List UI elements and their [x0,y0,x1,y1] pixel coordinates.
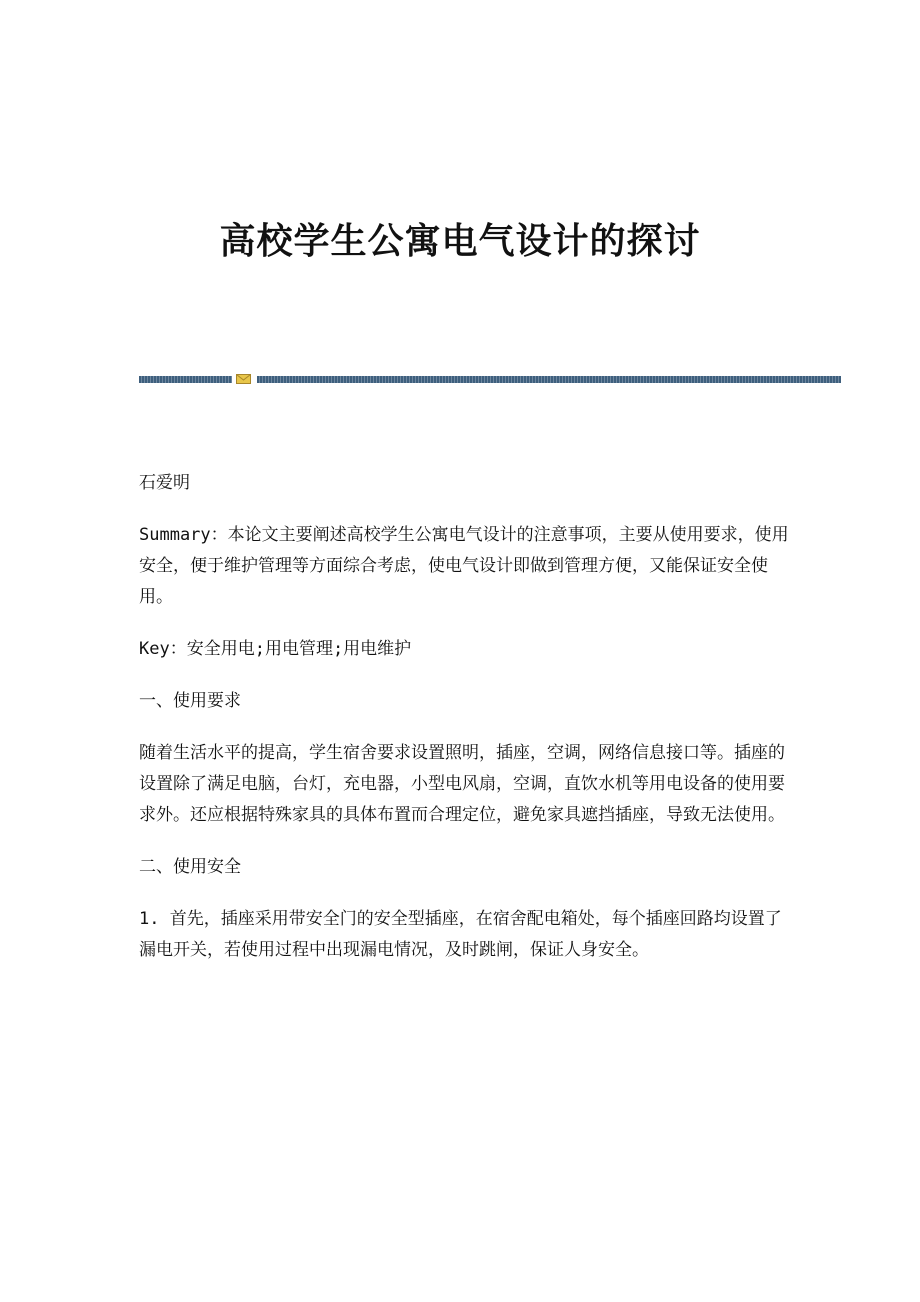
title-divider [139,373,841,385]
section-heading-safety: 二、使用安全 [139,857,241,877]
author-name: 石爱明 [139,473,190,493]
safety-item-1: 1. 首先，插座采用带安全门的安全型插座，在宿舍配电箱处，每个插座回路均设置了漏电开关，若使用过程中出现漏电情况，及时跳闸，保证人身安全。 [139,909,782,960]
document-body [139,468,789,987]
page-title: 高校学生公寓电气设计的探讨 [219,220,701,262]
divider-bar-right [257,376,841,383]
keywords-line: Key：安全用电;用电管理;用电维护 [139,639,412,659]
summary-paragraph: Summary：本论文主要阐述高校学生公寓电气设计的注意事项，主要从使用要求，使用安全，便于维护管理等方面综合考虑，使电气设计即做到管理方便，又能保证安全使用。 [139,525,789,607]
requirements-paragraph: 随着生活水平的提高，学生宿舍要求设置照明，插座，空调，网络信息接口等。插座的设置除了满足电脑，台灯，充电器，小型电风扇，空调，直饮水机等用电设备的使用要求外。还应根据特殊家具的具体布置而合理定位，避免家具遮挡插座，导致无法使用。 [139,743,785,825]
section-heading-requirements: 一、使用要求 [139,691,241,711]
divider-bar-left [139,376,232,383]
envelope-ornament-icon [236,373,251,385]
